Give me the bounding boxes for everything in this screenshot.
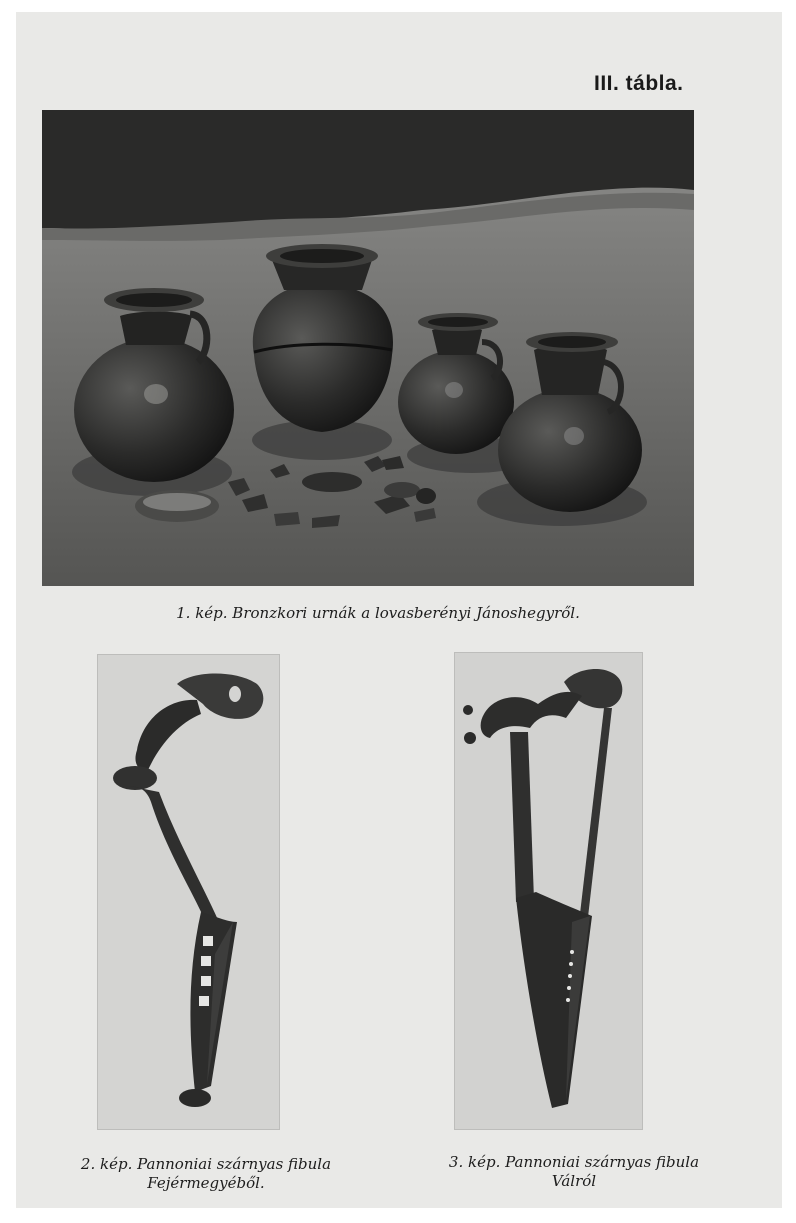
figure-1-caption	[88, 604, 668, 623]
figure-3-caption-line-2: Válról	[551, 1172, 597, 1190]
fibula-2-photo	[454, 652, 643, 1130]
figure-3-caption-line-1: 3. kép. Pannoniai szárnyas fibula	[448, 1153, 700, 1171]
figure-2-caption	[36, 1155, 376, 1193]
figure-1-caption-line: 1. kép. Bronzkori urnák a lovasberényi Jánoshegyről.	[176, 604, 580, 622]
urns-photo	[42, 110, 694, 586]
figure-2-caption-line-1: 2. kép. Pannoniai szárnyas fibula	[80, 1155, 332, 1173]
fibula-1-photo	[97, 654, 280, 1130]
figure-3-caption	[404, 1153, 744, 1191]
book-page	[16, 12, 782, 1208]
plate-label: III. tábla.	[594, 72, 684, 95]
figure-2-caption-line-2: Fejérmegyéből.	[147, 1174, 265, 1192]
